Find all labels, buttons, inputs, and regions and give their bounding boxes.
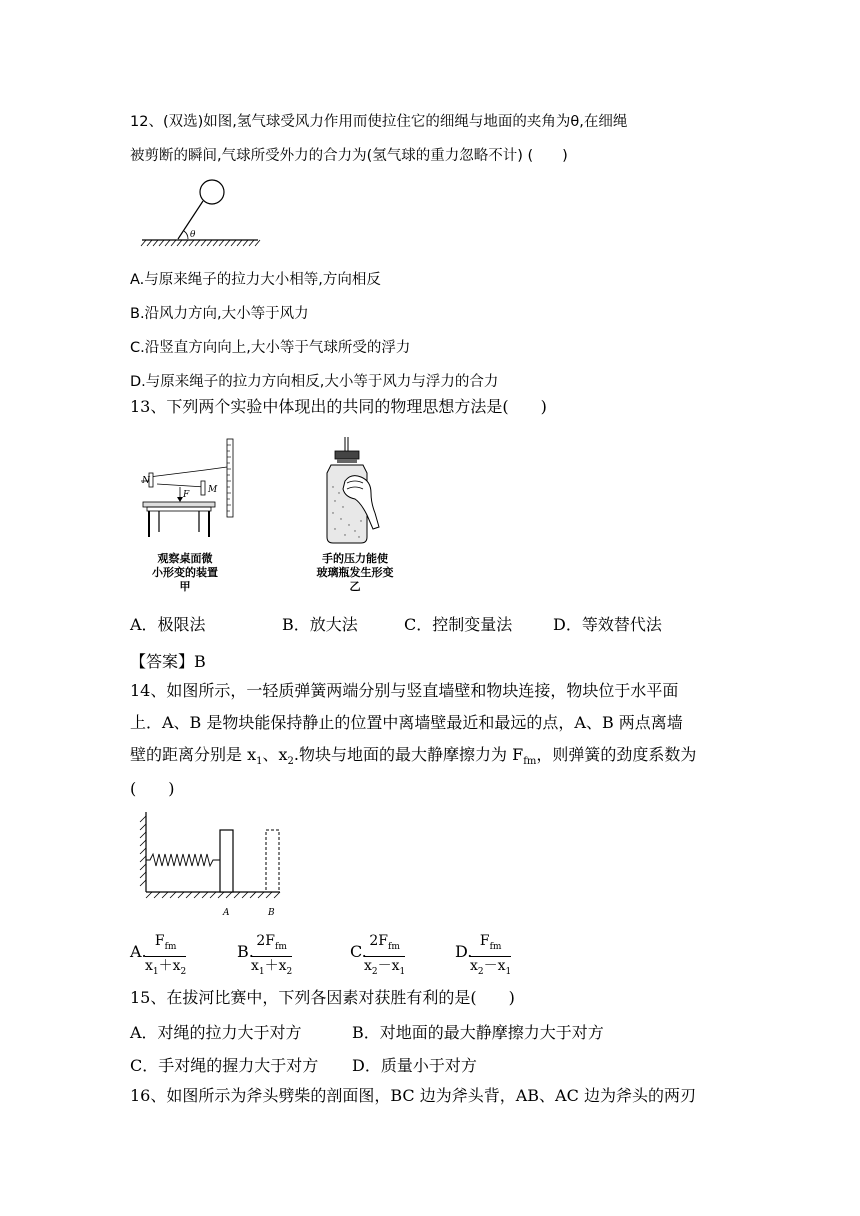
label-a: A <box>223 908 230 918</box>
q14-option-b-fraction: $2F_{fm}$ $x_1+x_2$ <box>251 933 293 977</box>
q14-stem-line3: 壁的距离分别是 $x_1$、$x_2$.物块与地面的最大静摩擦力为 $F_{fm}$，则弹簧的劲度系数为 <box>130 745 697 768</box>
q14-option-a-fraction: $F_{fm}$ $x_1+x_2$ <box>145 933 187 977</box>
q14-option-d-prefix: D. <box>455 942 473 961</box>
mirror-m <box>201 481 205 495</box>
q12-stem-line1: 12、(双选)如图,氢气球受风力作用而使拉住它的细绳与地面的夹角为θ,在细绳 <box>130 114 628 130</box>
table-deformation-figure <box>135 437 245 552</box>
q15-option-c: C．手对绳的握力大于对方 <box>130 1056 319 1075</box>
q15-stem: 15、在拔河比赛中，下列各因素对获胜有利的是( ) <box>130 988 515 1007</box>
q15-option-b: B．对地面的最大静摩擦力大于对方 <box>352 1023 604 1042</box>
q13-option-d: D．等效替代法 <box>553 615 662 634</box>
q12-option-d: D.与原来绳子的拉力方向相反,大小等于风力与浮力的合力 <box>130 374 499 390</box>
angle-arc <box>184 231 188 239</box>
q13-option-c: C．控制变量法 <box>404 615 513 634</box>
q12-option-a: A.与原来绳子的拉力大小相等,方向相反 <box>130 272 381 288</box>
q14-option-a-prefix: A. <box>130 942 147 961</box>
q15-option-d: D．质量小于对方 <box>352 1056 477 1075</box>
bottle-squeeze-figure <box>315 437 395 552</box>
ground-hatch <box>141 240 260 246</box>
q14-option-c-prefix: C. <box>350 942 367 961</box>
q13-option-b: B．放大法 <box>282 615 358 634</box>
q14-stem-line1: 14、如图所示，一轻质弹簧两端分别与竖直墙壁和物块连接，物块位于水平面 <box>130 681 679 700</box>
balloon-circle <box>200 180 224 204</box>
block-b <box>266 830 279 892</box>
fig2-caption-line1: 手的压力能使 <box>322 552 388 565</box>
spring <box>146 854 220 866</box>
q16-stem: 16、如图所示为斧头劈柴的剖面图，BC 边为斧头背，AB、AC 边为斧头的两刃 <box>130 1086 696 1105</box>
label-m: M <box>208 485 218 495</box>
q14-stem-line4: ( ) <box>130 779 175 798</box>
q12-stem-line2: 被剪断的瞬间,气球所受外力的合力为(氢气球的重力忽略不计) ( ) <box>130 148 568 164</box>
fig1-caption-line2: 小形变的装置 <box>152 566 218 579</box>
fig1-caption-line3: 甲 <box>179 580 191 593</box>
q15-option-a: A．对绳的拉力大于对方 <box>130 1023 302 1042</box>
tabletop <box>143 502 215 507</box>
fig2-caption-line2: 玻璃瓶发生形变 <box>316 566 394 579</box>
fig2-caption-line3: 乙 <box>349 580 361 593</box>
q14-option-c-fraction: $2F_{fm}$ $x_2-x_1$ <box>364 933 406 977</box>
balloon-figure <box>140 175 265 255</box>
q13-answer: 【答案】B <box>130 652 206 671</box>
q13-option-a: A．极限法 <box>130 615 206 634</box>
label-b: B <box>268 908 275 918</box>
spring-block-figure <box>128 808 288 920</box>
label-f: F <box>183 490 190 500</box>
fig1-caption-line1: 观察桌面微 <box>157 552 213 565</box>
theta-label: θ <box>190 230 196 240</box>
stopper <box>335 451 359 459</box>
q12-option-b: B.沿风力方向,大小等于风力 <box>130 306 309 322</box>
q12-option-c: C.沿竖直方向向上,大小等于气球所受的浮力 <box>130 340 411 356</box>
q14-stem-line2: 上．A、B 是物块能保持静止的位置中离墙壁最近和最远的点，A、B 两点离墙 <box>130 713 683 732</box>
q14-option-d-fraction: $F_{fm}$ $x_2-x_1$ <box>470 933 512 977</box>
q13-stem: 13、下列两个实验中体现出的共同的物理思想方法是( ) <box>130 397 547 416</box>
label-n: N <box>142 476 150 486</box>
q14-option-b-prefix: B. <box>237 942 254 961</box>
block-a <box>220 830 233 892</box>
